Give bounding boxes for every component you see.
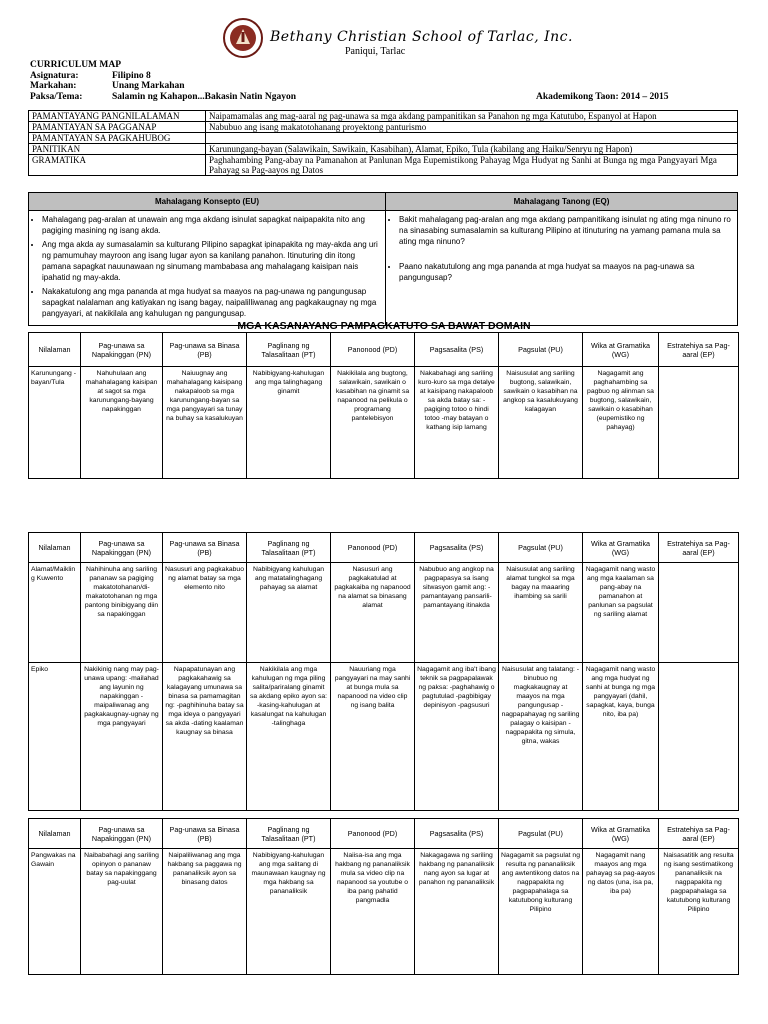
header-cell: Pagsulat (PU): [499, 333, 583, 367]
asignatura-value: Filipino 8: [112, 70, 151, 81]
standard-row: [29, 155, 738, 176]
standard-label: PAMANTAYAN SA PAGGANAP: [29, 122, 206, 133]
header-cell: Paglinang ng Talasalitaan (PT): [247, 333, 331, 367]
table-cell: Nagagamit sa pagsulat ng resulta ng pananaliksik ang awtentikong datos na nagpapakita ng pagpapahalaga sa katutubong kulturang Pilipino: [499, 849, 583, 975]
header-cell: Pagsasalita (PS): [415, 333, 499, 367]
academic-year: Akademikong Taon: 2014 – 2015: [536, 92, 669, 102]
standard-label: PAMANTAYAN SA PAGKAHUBOG: [29, 133, 206, 144]
document-meta: [30, 60, 296, 102]
table-cell: Nabibigyang-kahulugan ang mga salitang di maunawaan kaugnay ng mga hakbang sa pananaliksik: [247, 849, 331, 975]
table-cell: Naisasatitik ang resulta ng isang sestimatikong pananaliksik na nagpapakita ng pagpapahalaga sa katutubong kulturang Pilipino: [659, 849, 739, 975]
table-cell: Alamat/Maikling Kuwento: [29, 563, 81, 663]
header-cell: Panonood (PD): [331, 333, 415, 367]
table-cell: Nakikilala ang bugtong, salawikain, sawikain o kasabihan na ginamit sa napanood na pelikula o programang pantelebisyon: [331, 367, 415, 479]
header-cell: Pagsasalita (PS): [415, 819, 499, 849]
header-cell: Paglinang ng Talasalitaan (PT): [247, 819, 331, 849]
header-cell: Pag-unawa sa Binasa (PB): [163, 533, 247, 563]
standard-row: [29, 122, 738, 133]
header-cell: Wika at Gramatika (WG): [583, 333, 659, 367]
asignatura-label: Asignatura:: [30, 70, 79, 81]
paksa-value: Salamin ng Kahapon...Bakasin Natin Ngayon: [112, 91, 296, 102]
standard-value: Nabubuo ang isang makatotohanang proyektong panturismo: [206, 122, 738, 133]
table-cell: [659, 663, 739, 811]
standard-row: [29, 111, 738, 122]
eu-title: Mahalagang Konsepto (EU): [29, 193, 386, 211]
table-cell: Karunungang - bayan/Tula: [29, 367, 81, 479]
header-cell: Nilalaman: [29, 333, 81, 367]
table-row: [29, 663, 739, 811]
table-cell: Naisusulat ang sariling alamat tungkol sa mga bagay na maaaring ihambing sa sarili: [499, 563, 583, 663]
header-cell: Pag-unawa sa Binasa (PB): [163, 333, 247, 367]
standard-row: [29, 133, 738, 144]
table-cell: Nasusuri ang pagkakabuo ng alamat batay sa mga elemento nito: [163, 563, 247, 663]
markahan-value: Unang Markahan: [112, 81, 185, 91]
domain-title: MGA KASANAYANG PAMPAGKATUTO SA BAWAT DOMAIN: [237, 320, 531, 332]
header-cell: Paglinang ng Talasalitaan (PT): [247, 533, 331, 563]
table-cell: Nabibigyang-kahulugan ang mga talinghagang ginamit: [247, 367, 331, 479]
standard-value: Karunungang-bayan (Salawikain, Sawikain, Kasabihan), Alamat, Epiko, Tula (kabilang ang Haiku/Senryu ng Hapon): [206, 144, 738, 155]
header-cell: Wika at Gramatika (WG): [583, 819, 659, 849]
standard-row: [29, 144, 738, 155]
table-cell: Nakikilala ang mga kahulugan ng mga piling salita/pariralang ginamit sa akdang epiko ayon sa: -kasing-kahulugan at kasalungat na kahulugan -talinghaga: [247, 663, 331, 811]
eu-list: [33, 214, 381, 319]
domain-table: [28, 332, 739, 479]
markahan-label: Markahan:: [30, 81, 77, 91]
eu-item: • Mahalagang pag-aralan at unawain ang mga akdang isinulat sapagkat naipapakita nito ang pagiging masining ng isang akda.: [42, 214, 381, 236]
header-cell: Pag-unawa sa Binasa (PB): [163, 819, 247, 849]
standard-value: Naipamamalas ang mag-aaral ng pag-unawa sa mga akdang pampanitikan sa Panahon ng mga Katutubo, Espanyol at Hapon: [206, 111, 738, 122]
table-cell: Napapatunayan ang pagkakahawig sa kalagayang umunawa sa binasa sa pamamagitan ng: -paghihinuha batay sa mga ideya o pangyayari sa akda -dating kaalaman kaugnay sa binasa: [163, 663, 247, 811]
table-cell: Nagagamit nang wasto ang mga hudyat ng sanhi at bunga ng mga pangyayari (dahil, sapagkat, kaya, bunga nito, iba pa): [583, 663, 659, 811]
table-cell: Pangwakas na Gawain: [29, 849, 81, 975]
table-cell: Nabubuo ang angkop na pagpapasya sa isang sitwasyon gamit ang: -pamantayang pansarili-pamantayang itinakda: [415, 563, 499, 663]
table-header-row: [29, 819, 739, 849]
document-title: CURRICULUM MAP: [30, 60, 122, 70]
header-cell: Wika at Gramatika (WG): [583, 533, 659, 563]
school-name: Bethany Christian School of Tarlac, Inc.: [270, 29, 573, 45]
table-cell: Epiko: [29, 663, 81, 811]
standard-label: PANITIKAN: [29, 144, 206, 155]
eu-item: • Nakakatulong ang mga pananda at mga hudyat sa maayos na pag-unawa ng pangungusap sapagkat nalalaman ang katiyakan ng isang bagay, naipalilliwanag ang pagkakaugnay ng mga pangyayari, at nakikilala ang kahulugan ng pangungusap.: [42, 286, 381, 319]
table-cell: Nahihinuha ang sariling pananaw sa pagiging makatotohanan/di-makatotohanan ng mga pantong binibigyang diin sa napakinggan: [81, 563, 163, 663]
paksa-label: Paksa/Tema:: [30, 91, 83, 102]
table-header-row: [29, 533, 739, 563]
table-cell: Naisusulat ang sariling bugtong, salawikain, sawikain o kasabihan na angkop sa kasalukuyang kalagayan: [499, 367, 583, 479]
domain-table: [28, 818, 739, 975]
table-cell: [659, 563, 739, 663]
table-row: [29, 563, 739, 663]
table-cell: Naiuugnay ang mahahalagang kaisipang nakapaloob sa mga karunungang-bayan sa mga pangyayari sa tunay na buhay sa kasalukuyan: [163, 367, 247, 479]
header-cell: Pag-unawa sa Napakinggan (PN): [81, 533, 163, 563]
table-cell: Nauuriang mga pangyayari na may sanhi at bunga mula sa napanood na video clip ng isang balita: [331, 663, 415, 811]
header-cell: Pag-unawa sa Napakinggan (PN): [81, 819, 163, 849]
header-cell: Pagsulat (PU): [499, 533, 583, 563]
header-cell: Nilalaman: [29, 819, 81, 849]
table-cell: Naisusulat ang talatang: -binubuo ng magkakaugnay at maayos na mga pangungusap -nagpapahayag ng sariling palagay o kaisipan -nagpapakita ng simula, gitna, wakas: [499, 663, 583, 811]
table-cell: Naiisa-isa ang mga hakbang ng pananaliksik mula sa video clip na napanood sa youtube o iba pang pahatid pangmadla: [331, 849, 415, 975]
eq-title: Mahalagang Tanong (EQ): [386, 193, 738, 211]
eu-eq-body: [29, 211, 738, 326]
table-cell: Nagagamit ang paghahambing sa pagbuo ng alinman sa bugtong, salawikain, sawikain o kasabihan (eupemistiko ng pahayag): [583, 367, 659, 479]
table-row: [29, 367, 739, 479]
header-cell: Estratehiya sa Pag-aaral (EP): [659, 333, 739, 367]
eq-item: • Bakit mahalagang pag-aralan ang mga akdang pampanitikang isinulat ng ating mga ninuno ro na sinasabing sumasalamin sa kulturang Pilipino at itinuturing na yamang pamana mula sa ating mga ninuno?: [399, 214, 733, 247]
school-logo-icon: [223, 18, 263, 58]
table-cell: Nagagamit nang maayos ang mga pahayag sa pag-aayos ng datos (una, isa pa, iba pa): [583, 849, 659, 975]
eu-item: • Ang mga akda ay sumasalamin sa kulturang Pilipino sapagkat ipinapakita ng may-akda ang uri ng pamumuhay mayroon ang isang lugar ayon sa kanilang panahon. Itinuturing din itong pamana sapagkat nauunawaan ng sinumang mambabasa ang mahalagang kaisipan nais ipahatid ng may-akda.: [42, 239, 381, 283]
table-cell: Nakagagawa ng sariling hakbang ng pananaliksik nang ayon sa lugar at panahon ng pananaliksik: [415, 849, 499, 975]
school-town: Paniqui, Tarlac: [345, 46, 406, 57]
table-header-row: [29, 333, 739, 367]
standard-value: Paghahambing Pang-abay na Pamanahon at Panlunan Mga Eupemistikong Pahayag Mga Hudyat ng Sanhi at Bunga ng mga Pangyayari Mga Pahayag sa Pag-aayos ng Datos: [206, 155, 738, 176]
table-cell: Nahuhulaan ang mahahalagang kaisipan at sagot sa mga karunungang-bayang napakinggan: [81, 367, 163, 479]
eu-eq-header: [29, 193, 738, 211]
header-cell: Estratehiya sa Pag-aaral (EP): [659, 819, 739, 849]
table-cell: Nakikinig nang may pag-unawa upang: -mailahad ang layunin ng napakinggan -maipaliwanag ang pagkakaugnay-ugnay ng mga pangyayari: [81, 663, 163, 811]
domain-table: [28, 532, 739, 811]
table-cell: Naibabahagi ang sariling opinyon o pananaw batay sa napakinggang pag-uulat: [81, 849, 163, 975]
table-row: [29, 849, 739, 975]
table-cell: Nagagamit ang iba't ibang teknik sa pagpapalawak ng paksa: -paghahawig o pagtutulad -pagbibigay depinisyon -pagsusuri: [415, 663, 499, 811]
header-cell: Pagsasalita (PS): [415, 533, 499, 563]
table-cell: Nabibigyang kahulugan ang matatalinghagang pahayag sa alamat: [247, 563, 331, 663]
eq-item: • Paano nakatutulong ang mga pananda at mga hudyat sa maayos na pag-unawa sa pangungusap?: [399, 261, 733, 283]
table-cell: Nagagamit nang wasto ang mga kaalaman sa pang-abay na pamanahon at panlunan sa pagsulat ng sariling alamat: [583, 563, 659, 663]
eu-cell: [29, 211, 386, 326]
eq-cell: [386, 211, 738, 326]
table-cell: Naipaliliwanag ang mga hakbang sa paggawa ng pananaliksik ayon sa binasang datos: [163, 849, 247, 975]
table-cell: [659, 367, 739, 479]
table-cell: Nakabahagi ang sariling kuro-kuro sa mga detalye at kaisipang nakapaloob sa akda batay sa: -pagiging totoo o hindi totoo -may batayan o kathang isip lamang: [415, 367, 499, 479]
standard-label: GRAMATIKA: [29, 155, 206, 176]
header-cell: Pag-unawa sa Napakinggan (PN): [81, 333, 163, 367]
header-cell: Pagsulat (PU): [499, 819, 583, 849]
standards-table: [28, 110, 738, 176]
header-cell: Panonood (PD): [331, 533, 415, 563]
standard-label: PAMANTAYANG PANGNILALAMAN: [29, 111, 206, 122]
eu-eq-table: [28, 192, 738, 326]
table-cell: Nasusuri ang pagkakatulad at pagkakaiba ng napanood na alamat sa binasang alamat: [331, 563, 415, 663]
standard-value: [206, 133, 738, 144]
header-cell: Nilalaman: [29, 533, 81, 563]
eq-list: [390, 214, 733, 283]
header-cell: Estratehiya sa Pag-aaral (EP): [659, 533, 739, 563]
header-cell: Panonood (PD): [331, 819, 415, 849]
